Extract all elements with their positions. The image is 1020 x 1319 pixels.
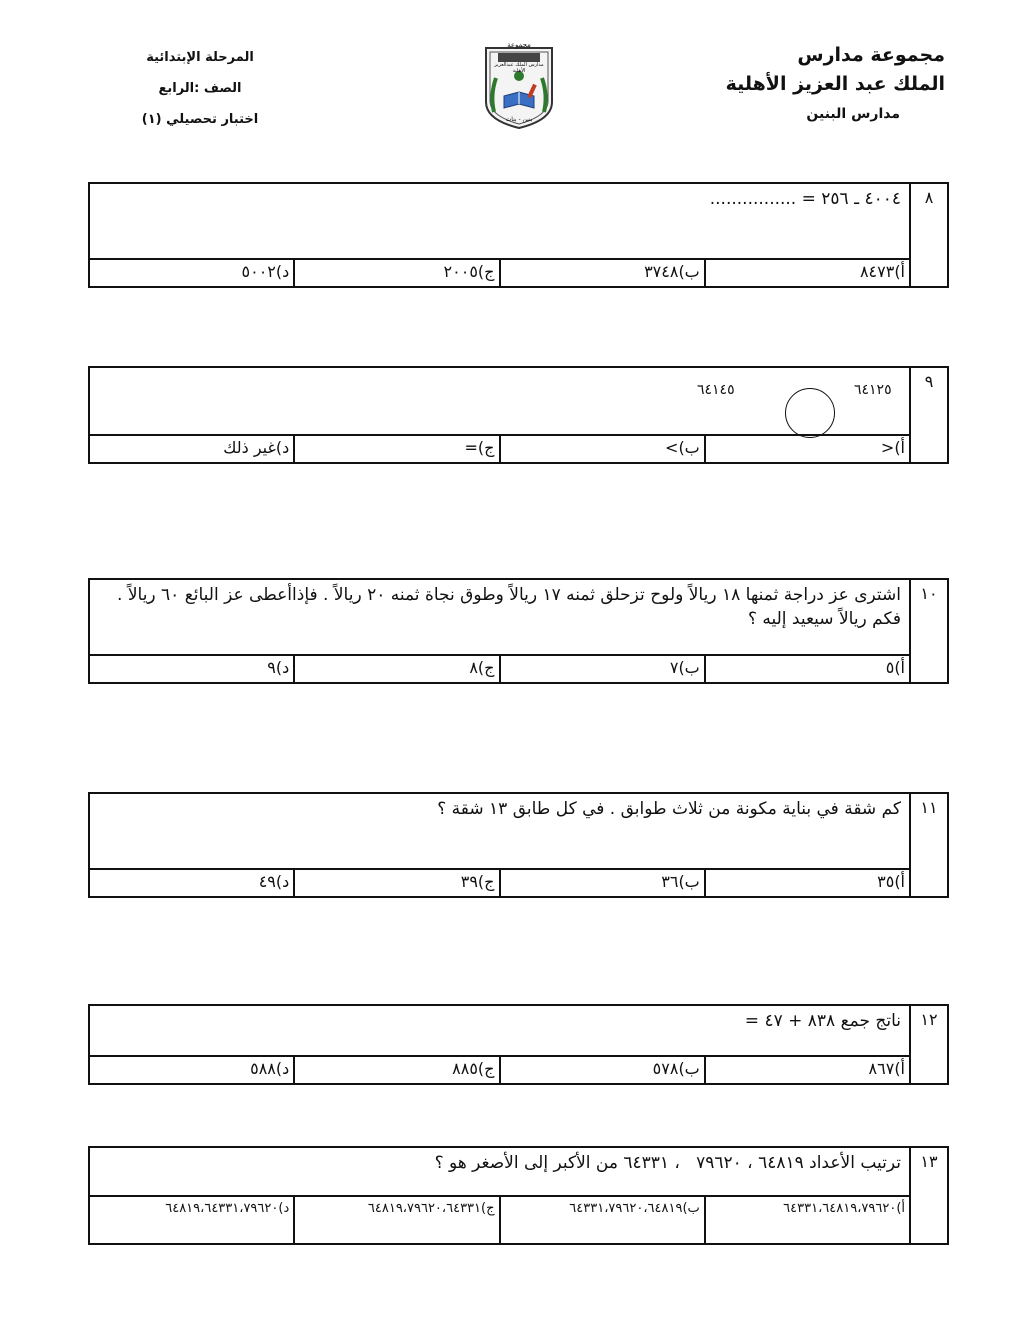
option-d[interactable]: د)٥٠٠٢ bbox=[241, 262, 290, 281]
question-number: ١٢ bbox=[909, 1006, 947, 1083]
compare-number-right: ٦٤١٤٥ bbox=[697, 382, 735, 398]
option-d[interactable]: د)غير ذلك bbox=[223, 438, 290, 457]
answer-options bbox=[90, 654, 909, 682]
question-9 bbox=[88, 366, 949, 464]
option-d[interactable]: د)٩ bbox=[267, 658, 290, 677]
option-c[interactable]: ج)٣٩ bbox=[293, 870, 498, 896]
question-stem: ٤٠٠٤ ـ ٢٥٦ = ................ bbox=[709, 189, 901, 209]
option-b[interactable]: ب)٥٧٨ bbox=[499, 1057, 704, 1083]
option-a[interactable]: أ)٨٤٧٣ bbox=[704, 260, 909, 286]
school-logo bbox=[480, 40, 558, 130]
question-number: ١١ bbox=[909, 794, 947, 896]
option-b[interactable]: ب)> bbox=[499, 436, 704, 462]
option-c[interactable]: ج)= bbox=[293, 436, 498, 462]
question-13 bbox=[88, 1146, 949, 1245]
option-a[interactable]: أ)٨٦٧ bbox=[704, 1057, 909, 1083]
logo-name-text: مدارس الملك عبدالعزيز الأهلية bbox=[494, 62, 544, 74]
option-c[interactable]: ج)٨ bbox=[293, 656, 498, 682]
exam-info bbox=[130, 42, 270, 135]
answer-options bbox=[90, 868, 909, 896]
question-8 bbox=[88, 182, 949, 288]
answer-options bbox=[90, 434, 909, 462]
option-b[interactable]: ب)٣٦ bbox=[499, 870, 704, 896]
answer-options bbox=[90, 1055, 909, 1083]
exam-title: اختبار تحصيلي (١) bbox=[141, 112, 259, 127]
grade-label: الصف :الرابع bbox=[158, 81, 242, 96]
option-a[interactable]: أ)٣٥ bbox=[704, 870, 909, 896]
question-10 bbox=[88, 578, 949, 684]
school-header bbox=[645, 40, 945, 130]
answer-options bbox=[90, 258, 909, 286]
question-number: ٩ bbox=[909, 368, 947, 462]
option-c[interactable]: ج)٨٨٥ bbox=[293, 1057, 498, 1083]
option-a[interactable]: أ)٦٤٣٣١،٦٤٨١٩،٧٩٦٢٠ bbox=[704, 1197, 909, 1243]
question-stem: اشترى عز دراجة ثمنها ١٨ ريالاً ولوح تزحلق ثمنه ١٧ ريالاً وطوق نجاة ثمنه ٢٠ ريالاً . فإذاأعطى عز البائع ٦٠ ريالاً . فكم ريالاً سيعيد إليه ؟ bbox=[117, 585, 901, 629]
school-name: الملك عبد العزيز الأهلية bbox=[725, 73, 945, 95]
compare-number-left: ٦٤١٢٥ bbox=[854, 382, 892, 398]
school-section: مدارس البنين bbox=[806, 106, 900, 122]
question-12 bbox=[88, 1004, 949, 1085]
school-group-title: مجموعة مدارس bbox=[797, 44, 945, 66]
option-c[interactable]: ج)٦٤٨١٩،٧٩٦٢٠،٦٤٣٣١ bbox=[293, 1197, 498, 1243]
question-stem: ترتيب الأعداد ٦٤٨١٩ ، ٧٩٦٢٠ ، ٦٤٣٣١ من الأكبر إلى الأصغر هو ؟ bbox=[434, 1153, 901, 1173]
logo-bottom-text: بنين - بنات bbox=[505, 116, 533, 123]
logo-top-text: مجموعة bbox=[507, 41, 531, 49]
option-d[interactable]: د)٦٤٨١٩،٦٤٣٣١،٧٩٦٢٠ bbox=[165, 1201, 290, 1216]
comparison-circle[interactable] bbox=[785, 388, 835, 438]
option-d[interactable]: د)٤٩ bbox=[258, 872, 290, 891]
question-stem: ناتج جمع ٨٣٨ + ٤٧ = bbox=[744, 1011, 901, 1031]
option-b[interactable]: ب)٦٤٣٣١،٧٩٦٢٠،٦٤٨١٩ bbox=[499, 1197, 704, 1243]
question-11 bbox=[88, 792, 949, 898]
option-d[interactable]: د)٥٨٨ bbox=[250, 1059, 290, 1078]
option-a[interactable]: أ)< bbox=[704, 436, 909, 462]
option-b[interactable]: ب)٧ bbox=[499, 656, 704, 682]
question-number: ١٣ bbox=[909, 1148, 947, 1243]
answer-options bbox=[90, 1195, 909, 1243]
school-stage: المرحلة الإبتدائية bbox=[146, 50, 254, 65]
question-number: ٨ bbox=[909, 184, 947, 286]
option-a[interactable]: أ)٥ bbox=[704, 656, 909, 682]
question-stem: كم شقة في بناية مكونة من ثلاث طوابق . في كل طابق ١٣ شقة ؟ bbox=[437, 799, 901, 819]
option-b[interactable]: ب)٣٧٤٨ bbox=[499, 260, 704, 286]
question-number: ١٠ bbox=[909, 580, 947, 682]
option-c[interactable]: ج)٢٠٠٥ bbox=[293, 260, 498, 286]
